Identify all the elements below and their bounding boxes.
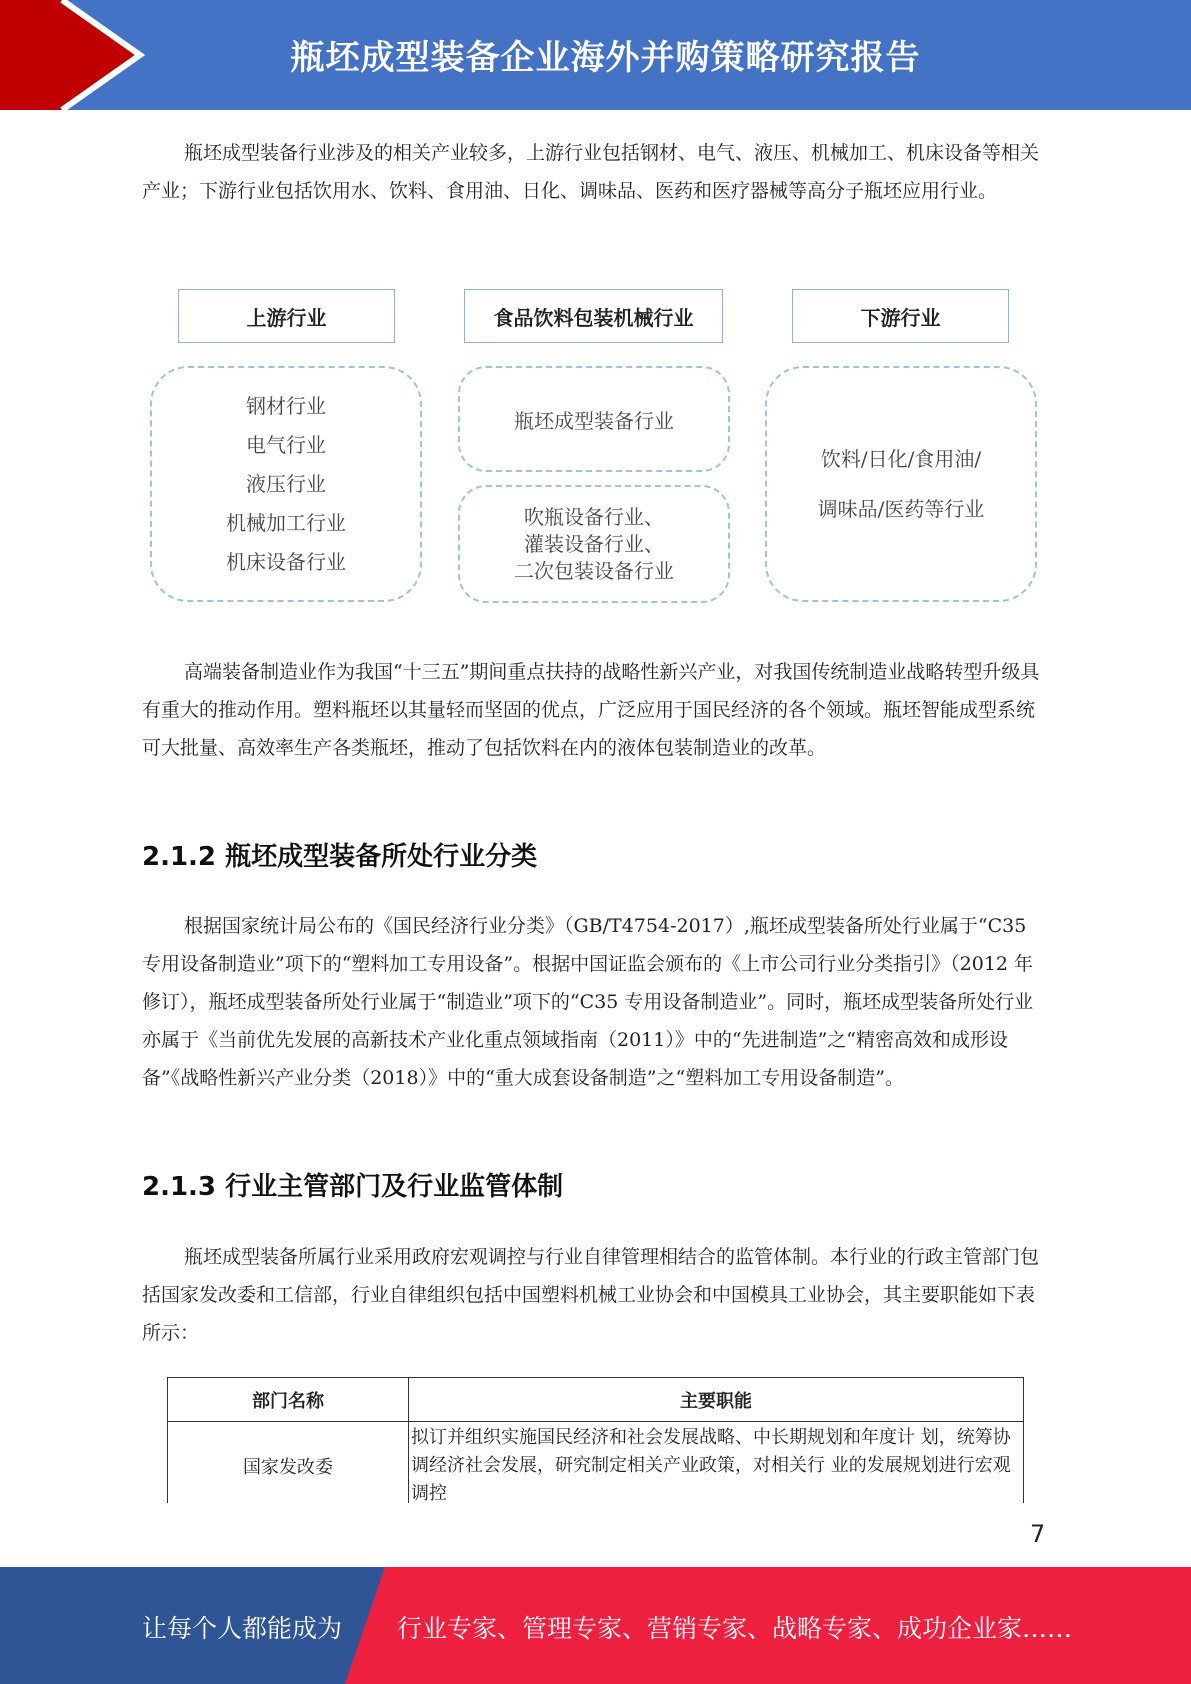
table-header-duty: 主要职能 — [409, 1378, 1024, 1422]
middle-top-box — [458, 366, 730, 472]
table-row — [168, 1422, 1024, 1504]
section-heading-2-1-3: 2.1.3 行业主管部门及行业监管体制 — [142, 1172, 564, 1202]
downstream-title: 下游行业 — [792, 289, 1009, 343]
upstream-box — [150, 366, 422, 602]
middle-bottom-item: 吹瓶设备行业、 — [524, 504, 664, 529]
table-clip — [0, 1377, 1191, 1503]
section-2-1-2-text: 根据国家统计局公布的《国民经济行业分类》（GB/T4754-2017）,瓶坯成型装备所处行业属于“C35 专用设备制造业”项下的“塑料加工专用设备”。根据中国证监会颁布的《上市公司行业分类指引》（2012 年修订），瓶坯成型装备所处行业属于“制造业”项下的“C35 专用设备制造业”。同时，瓶坯成型装备所处行业亦属于《当前优先发展的高新技术产业化重点领域指南（2011）》中的“先进制造”之“精密高效和成形设备”《战略性新兴产业分类（2018）》中的“重大成套设备制造”之“塑料加工专用设备制造”。 — [142, 915, 1034, 1089]
middle-title: 食品饮料包装机械行业 — [464, 289, 723, 343]
intro-paragraph: 瓶坯成型装备行业涉及的相关产业较多，上游行业包括钢材、电气、液压、机械加工、机床设备等相关产业；下游行业包括饮用水、饮料、食用油、日化、调味品、医药和医疗器械等高分子瓶坯应用行业。 — [142, 142, 1040, 202]
upstream-item: 液压行业 — [246, 471, 326, 496]
downstream-box — [765, 366, 1037, 602]
departments-table — [167, 1377, 1024, 1503]
section-heading-2-1-2: 2.1.2 瓶坯成型装备所处行业分类 — [142, 842, 538, 872]
table-cell-dept: 国家发改委 — [168, 1422, 409, 1504]
downstream-item: 饮料/日化/食用油/ — [820, 447, 982, 471]
middle-bottom-box — [458, 485, 730, 603]
page-footer — [0, 1567, 1191, 1684]
middle-top-item: 瓶坯成型装备行业 — [514, 408, 674, 433]
page-header — [0, 0, 1191, 110]
upstream-item: 钢材行业 — [246, 393, 326, 418]
upstream-item: 机械加工行业 — [226, 510, 346, 535]
upstream-title: 上游行业 — [178, 289, 395, 343]
upstream-item: 机床设备行业 — [226, 549, 346, 574]
downstream-item: 调味品/医药等行业 — [817, 497, 985, 521]
middle-bottom-item: 二次包装设备行业 — [514, 558, 674, 583]
table-cell-duty: 拟订并组织实施国民经济和社会发展战略、中长期规划和年度计 划，统筹协调经济社会发展，研究制定相关产业政策，对相关行 业的发展规划进行宏观调控 — [409, 1422, 1024, 1504]
upstream-item: 电气行业 — [246, 432, 326, 457]
page-number: 7 — [1030, 1520, 1046, 1548]
footer-slogan-left: 让每个人都能成为 — [142, 1614, 343, 1643]
report-title: 瓶坯成型装备企业海外并购策略研究报告 — [290, 38, 921, 78]
table-header-row — [168, 1378, 1024, 1422]
footer-slogan-right: 行业专家、管理专家、营销专家、战略专家、成功企业家…… — [397, 1614, 1073, 1643]
middle-bottom-item: 灌装设备行业、 — [524, 531, 664, 556]
section-2-1-3-text: 瓶坯成型装备所属行业采用政府宏观调控与行业自律管理相结合的监管体制。本行业的行政主管部门包括国家发改委和工信部，行业自律组织包括中国塑料机械工业协会和中国模具工业协会，其主要职能如下表所示： — [142, 1246, 1040, 1344]
paragraph-industry-importance: 高端装备制造业作为我国“十三五”期间重点扶持的战略性新兴产业，对我国传统制造业战略转型升级具有重大的推动作用。塑料瓶坯以其量轻而坚固的优点，广泛应用于国民经济的各个领域。瓶坯智能成型系统可大批量、高效率生产各类瓶坯，推动了包括饮料在内的液体包装制造业的改革。 — [142, 661, 1040, 759]
table-header-dept: 部门名称 — [168, 1378, 409, 1422]
